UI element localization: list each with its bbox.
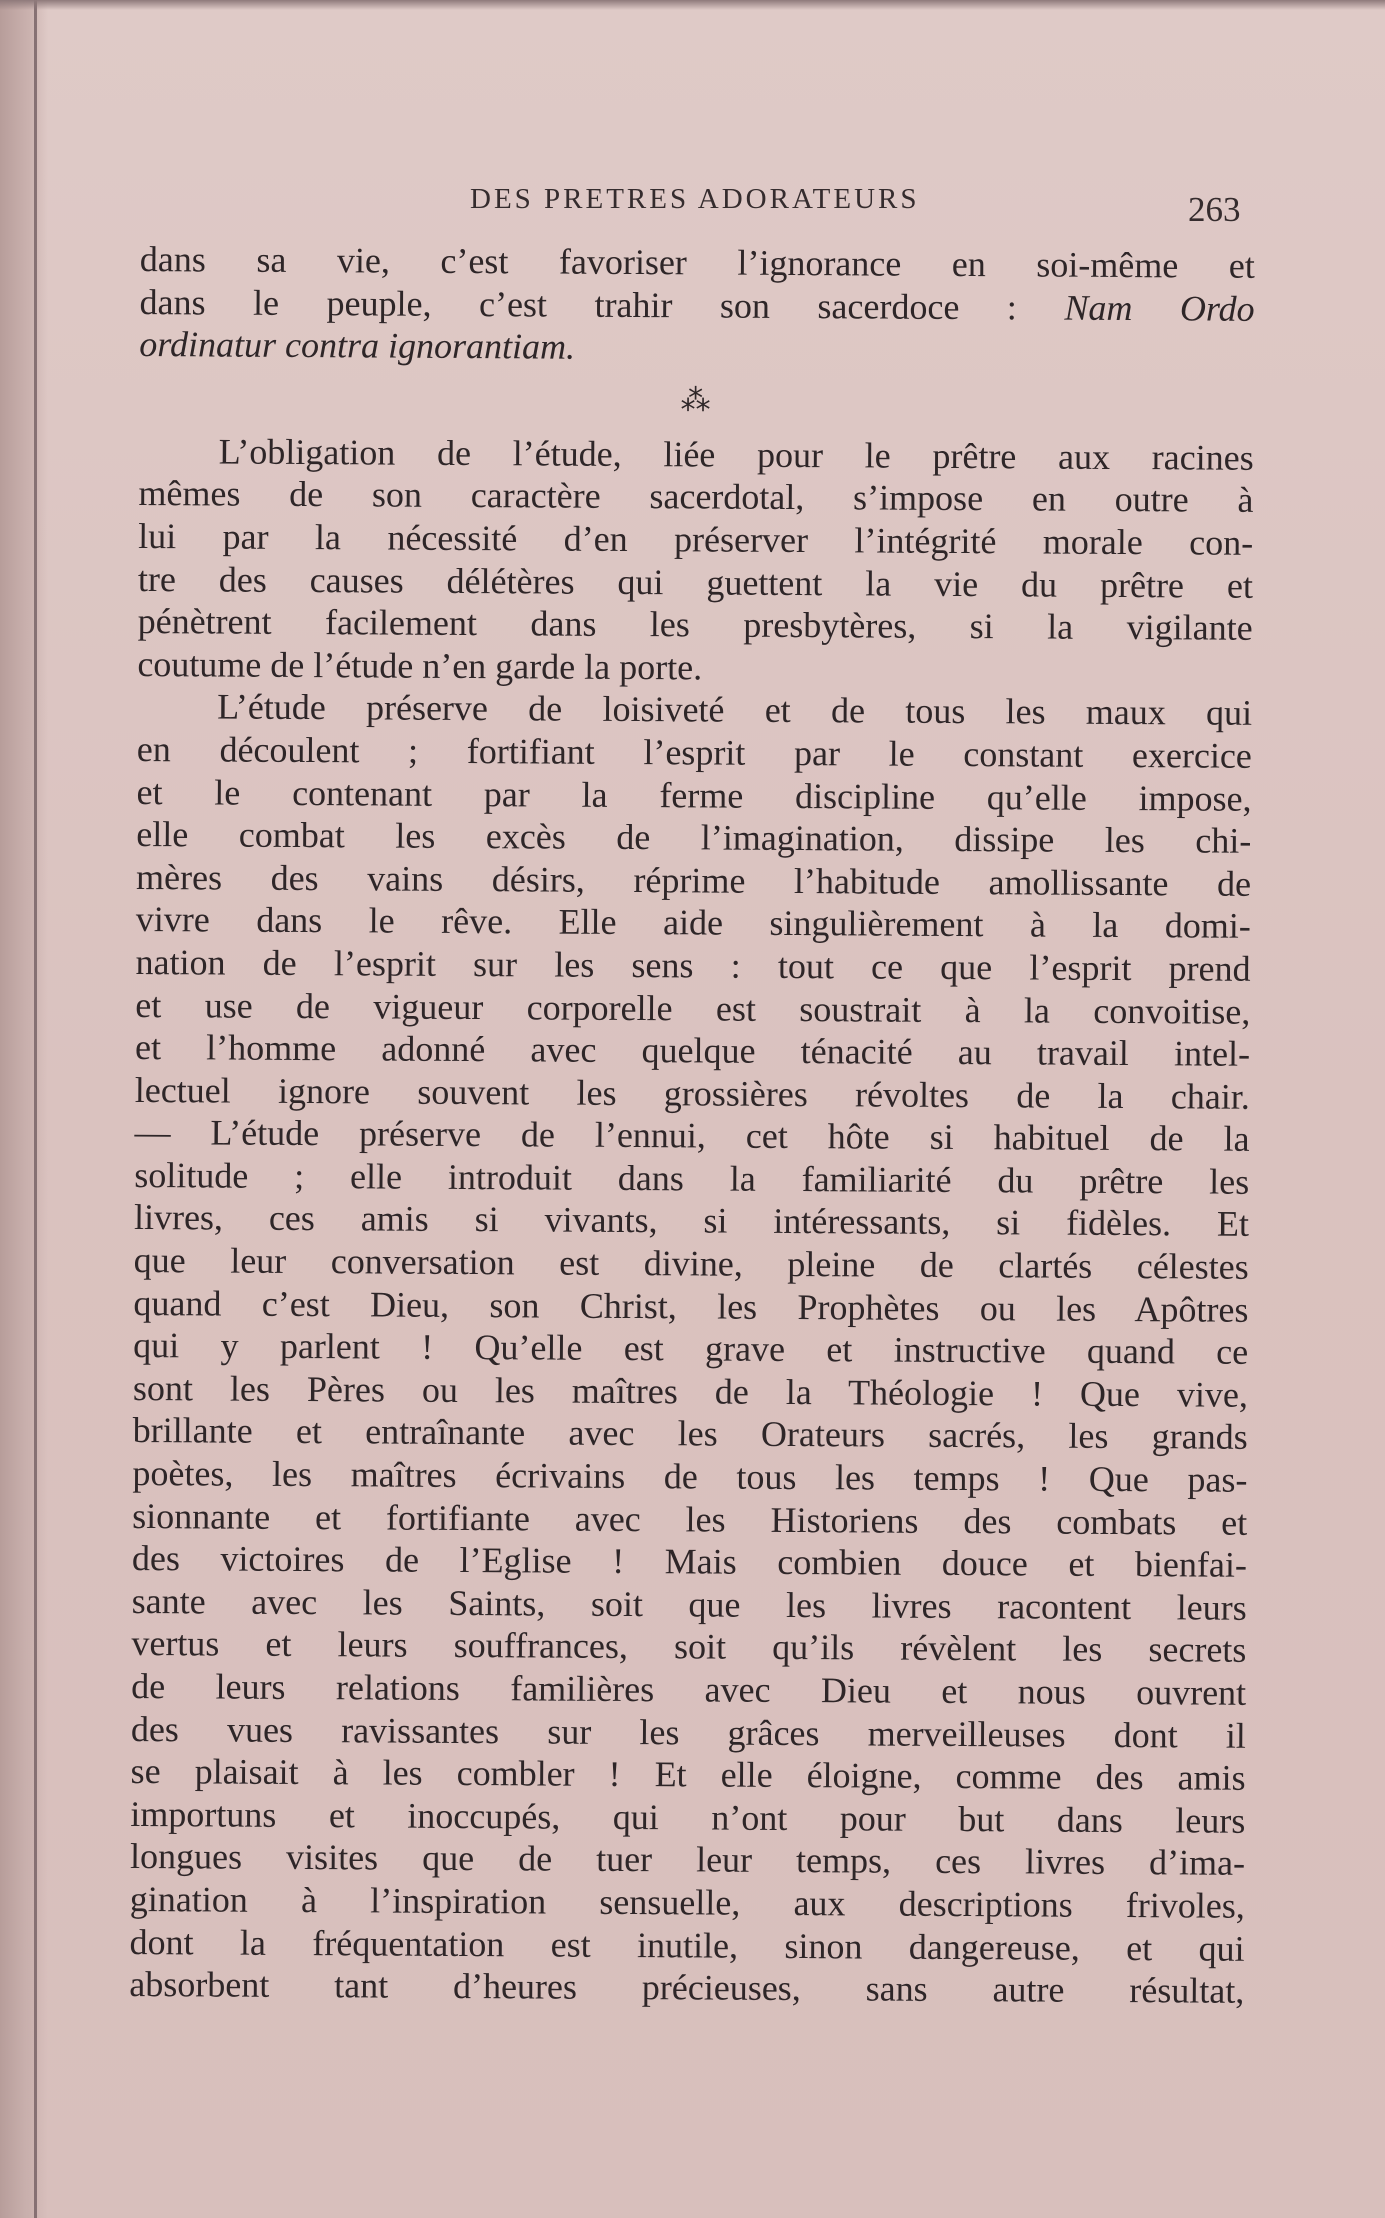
text-line: sont les Pères ou les maîtres de la Théologie ! Que vive, xyxy=(132,1367,1249,1415)
text-line: poètes, les maîtres écrivains de tous les temps ! Que pas- xyxy=(132,1453,1248,1500)
text-line: lectuel ignore souvent les grossières révoltes de la chair. xyxy=(134,1069,1250,1117)
paragraph-obligation xyxy=(137,430,1254,692)
body-text xyxy=(129,238,1255,2013)
text-line: lui par la nécessité d’en préserver l’intégrité morale con- xyxy=(138,515,1254,563)
text-line: L’obligation de l’étude, liée pour le prêtre aux racines xyxy=(218,431,1254,478)
text-line: vertus et leurs souffrances, soit qu’ils révèlent les secrets xyxy=(131,1623,1247,1671)
latin-phrase: ordinatur contra ignorantiam. xyxy=(139,324,576,367)
text-line: absorbent tant d’heures précieuses, sans autre résultat, xyxy=(129,1964,1245,2011)
text-line: se plaisait à les combler ! Et elle éloigne, comme des amis xyxy=(130,1751,1246,1798)
text-line: gination à l’inspiration sensuelle, aux descriptions frivoles, xyxy=(129,1878,1245,1926)
text-line: des vues ravissantes sur les grâces merveilleuses dont il xyxy=(130,1708,1246,1756)
text-line: pénètrent facilement dans les presbytères, si la vigilante xyxy=(137,601,1253,648)
text-line: coutume de l’étude n’en garde la porte. xyxy=(137,643,703,688)
page-gutter xyxy=(0,0,48,2218)
text-line: dont la fréquentation est inutile, sinon dangereuse, et qui xyxy=(129,1921,1245,1969)
text-line xyxy=(139,323,1254,372)
text-line: de leurs relations familières avec Dieu et nous ouvrent xyxy=(131,1665,1247,1713)
text-line: des victoires de l’Eglise ! Mais combien douce et bienfai- xyxy=(131,1538,1248,1586)
section-separator: ⁂ xyxy=(680,384,713,418)
text-line: et l’homme adonné avec quelque ténacité au travail intel- xyxy=(134,1027,1251,1074)
text-line: qui y parlent ! Qu’elle est grave et instructive quand ce xyxy=(133,1325,1249,1373)
text-line: sante avec les Saints, soit que les livres racontent leurs xyxy=(131,1580,1247,1628)
text-line: importuns et inoccupés, qui n’ont pour but dans leurs xyxy=(130,1793,1246,1841)
text-line xyxy=(139,281,1254,330)
text-line: quand c’est Dieu, son Christ, les Prophètes ou les Apôtres xyxy=(133,1282,1249,1330)
latin-phrase: Nam Ordo xyxy=(1064,287,1255,329)
text-line: mères des vains désirs, réprime l’habitude amollissante de xyxy=(135,856,1252,904)
text-line: et use de vigueur corporelle est soustrait à la convoitise, xyxy=(135,984,1251,1032)
text-line: sionnante et fortifiante avec les Historiens des combats et xyxy=(132,1495,1248,1543)
running-title: DES PRETRES ADORATEURS xyxy=(470,183,920,215)
text-line: L’étude préserve de loisiveté et de tous les maux qui xyxy=(217,686,1253,734)
text-line: vivre dans le rêve. Elle aide singulièrement à la domi- xyxy=(135,899,1251,947)
page-top-edge xyxy=(0,0,1385,10)
text-line: et le contenant par la ferme discipline qu’elle impose, xyxy=(136,771,1252,819)
text-line: elle combat les excès de l’imagination, dissipe les chi- xyxy=(136,814,1252,861)
text-line: tre des causes délétères qui guettent la vie du prêtre et xyxy=(137,558,1254,606)
page-number: 263 xyxy=(1188,190,1241,229)
text-line: mêmes de son caractère sacerdotal, s’impose en outre à xyxy=(138,473,1254,521)
text-line: nation de l’esprit sur les sens : tout ce que l’esprit prend xyxy=(135,941,1251,989)
text-line: en découlent ; fortifiant l’esprit par le constant exercice xyxy=(136,728,1252,776)
text-line: longues visites que de tuer leur temps, ces livres d’ima- xyxy=(129,1836,1246,1884)
binding-line xyxy=(34,0,37,2218)
text-line: que leur conversation est divine, pleine de clartés célestes xyxy=(133,1240,1249,1287)
text-line-segment: dans le peuple, c’est trahir son sacerdoce : xyxy=(139,281,1018,327)
text-line: dans sa vie, c’est favoriser l’ignorance en soi-même et xyxy=(139,238,1255,286)
paragraph-etude xyxy=(129,685,1252,2012)
text-line: solitude ; elle introduit dans la familiarité du prêtre les xyxy=(134,1154,1250,1202)
text-line: livres, ces amis si vivants, si intéressants, si fidèles. Et xyxy=(133,1197,1250,1245)
text-line: brillante et entraînante avec les Orateurs sacrés, les grands xyxy=(132,1410,1248,1458)
text-line: — L’étude préserve de l’ennui, cet hôte si habituel de la xyxy=(134,1112,1250,1160)
